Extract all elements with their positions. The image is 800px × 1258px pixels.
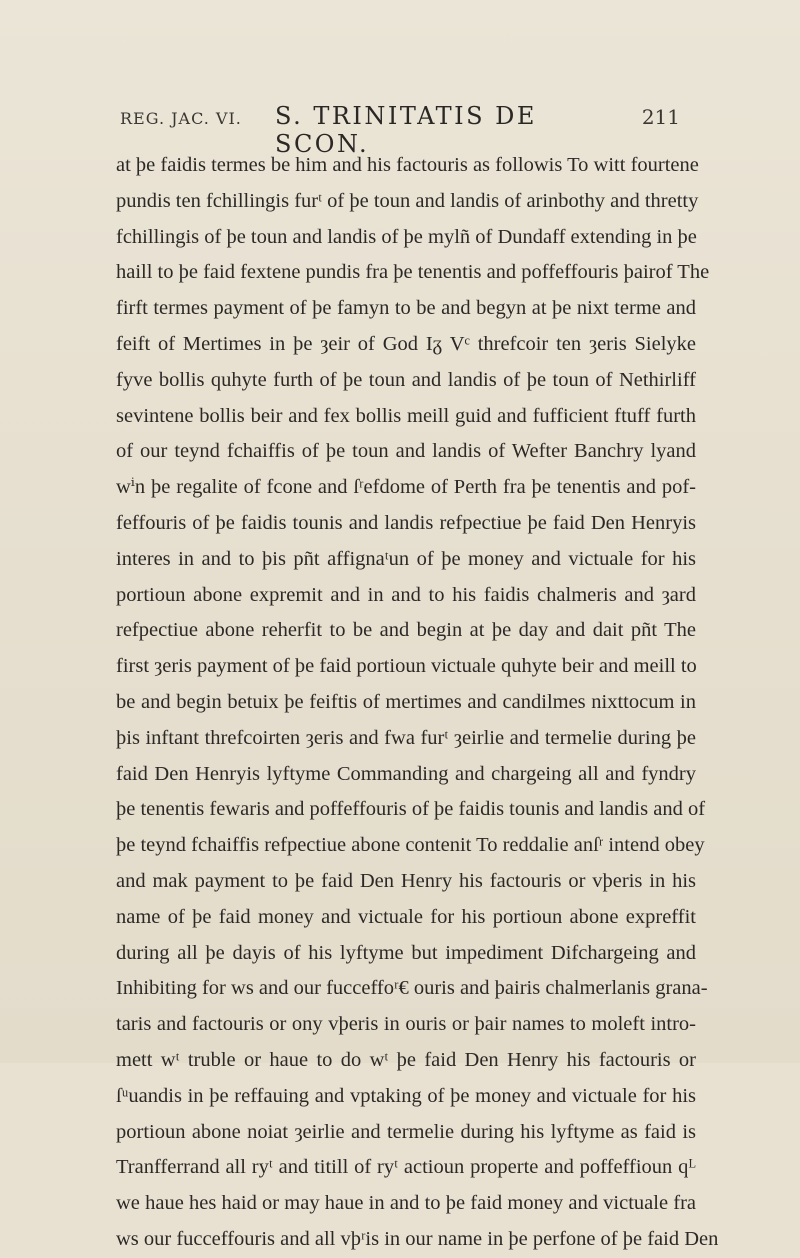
text-line: taris and factouris or ony vþeris in ouris or þair names to moleft intro- xyxy=(116,1013,696,1036)
text-line: during all þe dayis of his lyftyme but impediment Difchargeing and xyxy=(116,941,696,964)
text-line: þe teynd fchaiffis refpectiue abone contenit To reddalie anſʳ intend obey xyxy=(116,834,705,857)
text-line: portioun abone noiat ȝeirlie and termelie during his lyftyme as faid is xyxy=(116,1120,696,1143)
page-number: 211 xyxy=(641,105,680,129)
text-line: portioun abone expremit and in and to his faidis chalmeris and ȝard xyxy=(116,583,696,606)
text-line: name of þe faid money and victuale for his portioun abone expreffit xyxy=(116,905,696,928)
text-line: fchillingis of þe toun and landis of þe mylñ of Dundaff extending in þe xyxy=(116,225,697,248)
text-line: of our teynd fchaiffis of þe toun and landis of Wefter Banchry lyand xyxy=(116,440,696,463)
text-line: firft termes payment of þe famyn to be and begyn at þe nixt terme and xyxy=(116,297,696,320)
running-head-title: S. TRINITATIS DE SCON. xyxy=(275,102,537,158)
text-line: be and begin betuix þe feiftis of mertimes and candilmes nixttocum in xyxy=(116,690,696,713)
running-head xyxy=(120,102,680,158)
text-line: and mak payment to þe faid Den Henry his factouris or vþeris in his xyxy=(116,869,696,892)
body-text xyxy=(116,148,719,1258)
text-line: ws our fucceffouris and all vþʳis in our name in þe perfone of þe faid Den xyxy=(116,1227,719,1250)
text-line: haill to þe faid fextene pundis fra þe tenentis and poffeffouris þairof The xyxy=(116,261,710,284)
text-line: faid Den Henryis lyftyme Commanding and chargeing all and fyndry xyxy=(116,762,696,785)
text-line: pundis ten fchillingis furᵗ of þe toun and landis of arinbothy and thretty xyxy=(116,189,699,212)
text-line: feift of Mertimes in þe ȝeir of God Iᵹ Vᶜ threfcoir ten ȝeris Sielyke xyxy=(116,332,696,355)
text-line: wⁱn þe regalite of fcone and ſʳefdome of Perth fra þe tenentis and pof- xyxy=(116,476,696,499)
text-line: first ȝeris payment of þe faid portioun victuale quhyte beir and meill to xyxy=(116,655,697,678)
text-line: þis inftant threfcoirten ȝeris and fwa furᵗ ȝeirlie and termelie during þe xyxy=(116,726,696,749)
text-line: Tranfferrand all ryᵗ and titill of ryᵗ actioun properte and poffeffioun qᴸ xyxy=(116,1156,696,1179)
text-line: interes in and to þis pñt affignaᵗun of þe money and victuale for his xyxy=(116,547,696,570)
text-line: mett wᵗ truble or haue to do wᵗ þe faid Den Henry his factouris or xyxy=(116,1048,696,1071)
text-line: feffouris of þe faidis tounis and landis refpectiue þe faid Den Henryis xyxy=(116,511,696,534)
running-head-reign: REG. JAC. VI. xyxy=(120,109,242,128)
text-line: at þe faidis termes be him and his factouris as followis To witt fourtene xyxy=(116,154,699,176)
text-line: Inhibiting for ws and our fucceffoʳ€ ouris and þairis chalmerlanis grana- xyxy=(116,977,708,1000)
text-line: ſᵘuandis in þe reffauing and vptaking of þe money and victuale for his xyxy=(116,1084,696,1107)
text-line: fyve bollis quhyte furth of þe toun and landis of þe toun of Nethirliff xyxy=(116,368,696,391)
text-line: we haue hes haid or may haue in and to þe faid money and victuale fra xyxy=(116,1192,696,1215)
text-line: sevintene bollis beir and fex bollis meill guid and fufficient ftuff furth xyxy=(116,404,696,427)
text-line: refpectiue abone reherfit to be and begin at þe day and dait pñt The xyxy=(116,619,696,642)
text-line: þe tenentis fewaris and poffeffouris of þe faidis tounis and landis and of xyxy=(116,798,706,821)
